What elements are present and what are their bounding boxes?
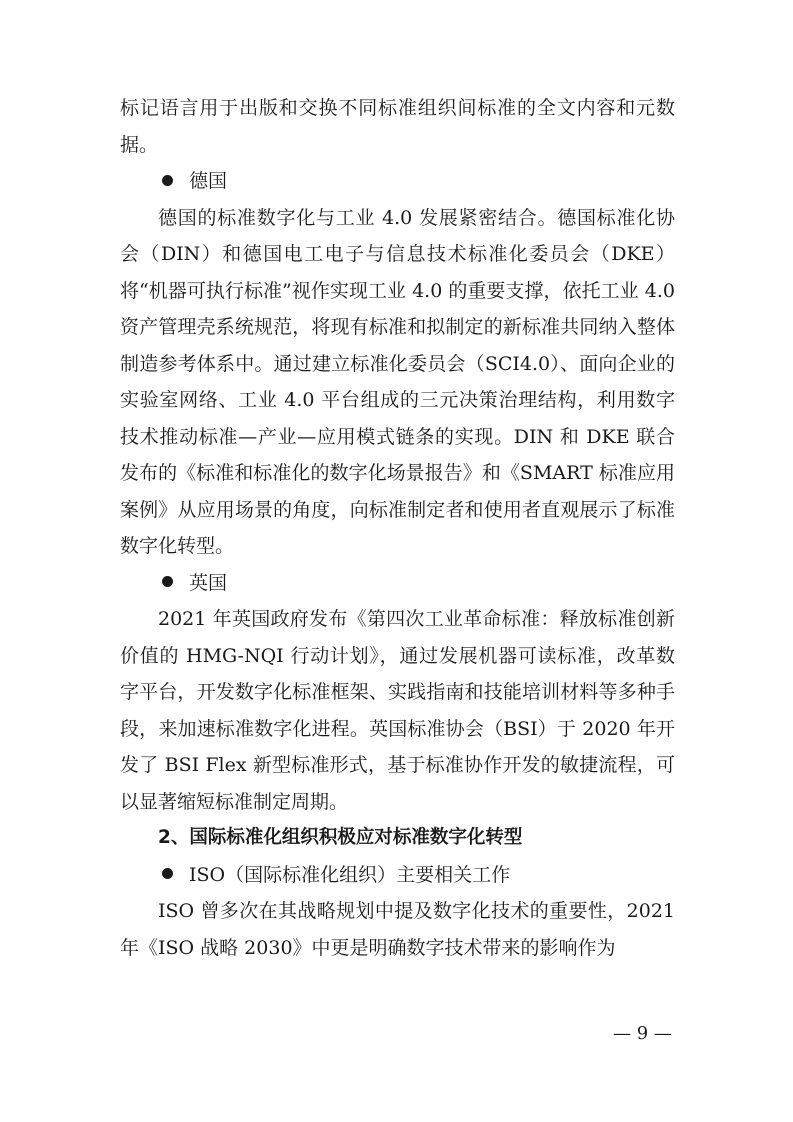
document-body [120, 90, 675, 966]
paragraph-germany: 德国的标准数字化与工业 4.0 发展紧密结合。德国标准化协会（DIN）和德国电工电子与信息技术标准化委员会（DKE）将“机器可执行标准”视作实现工业 4.0 的重要支撑，依托工业 4.0 资产管理壳系统规范，将现有标准和拟制定的新标准共同纳入整体制造参考体系中。通过建立标准化委员会（SCI4.0）、面向企业的实验室网络、工业 4.0 平台组成的三元决策治理结构，利用数字技术推动标准—产业—应用模式链条的实现。DIN 和 DKE 联合发布的《标准和标准化的数字化场景报告》和《SMART 标准应用案例》从应用场景的角度，向标准制定者和使用者直观展示了标准数字化转型。 [120, 206, 675, 557]
page-number: — 9 — [613, 1023, 672, 1044]
bullet-iso [120, 857, 675, 894]
paragraph-uk: 2021 年英国政府发布《第四次工业革命标准：释放标准创新价值的 HMG-NQI 行动计划》，通过发展机器可读标准，改革数字平台，开发数字化标准框架、实践指南和技能培训材料等多种手段，来加速标准数字化进程。英国标准协会（BSI）于 2020 年开发了 BSI Flex 新型标准形式，基于标准协作开发的敏捷流程，可以显著缩短标准制定周期。 [120, 608, 675, 813]
bullet-dot-icon [162, 175, 173, 186]
paragraph-iso: ISO 曾多次在其战略规划中提及数字化技术的重要性，2021 年《ISO 战略 2030》中更是明确数字技术带来的影响作为 [120, 900, 675, 959]
bullet-label: ISO（国际标准化组织）主要相关工作 [189, 863, 511, 886]
bullet-germany [120, 163, 675, 200]
bullet-dot-icon [162, 868, 173, 879]
section-heading: 2、国际标准化组织积极应对标准数字化转型 [158, 827, 523, 848]
bullet-dot-icon [162, 576, 173, 587]
bullet-label: 德国 [189, 170, 228, 192]
paragraph-continuation: 标记语言用于出版和交换不同标准组织间标准的全文内容和元数据。 [120, 97, 675, 156]
bullet-label: 英国 [189, 571, 228, 594]
bullet-uk [120, 565, 675, 602]
